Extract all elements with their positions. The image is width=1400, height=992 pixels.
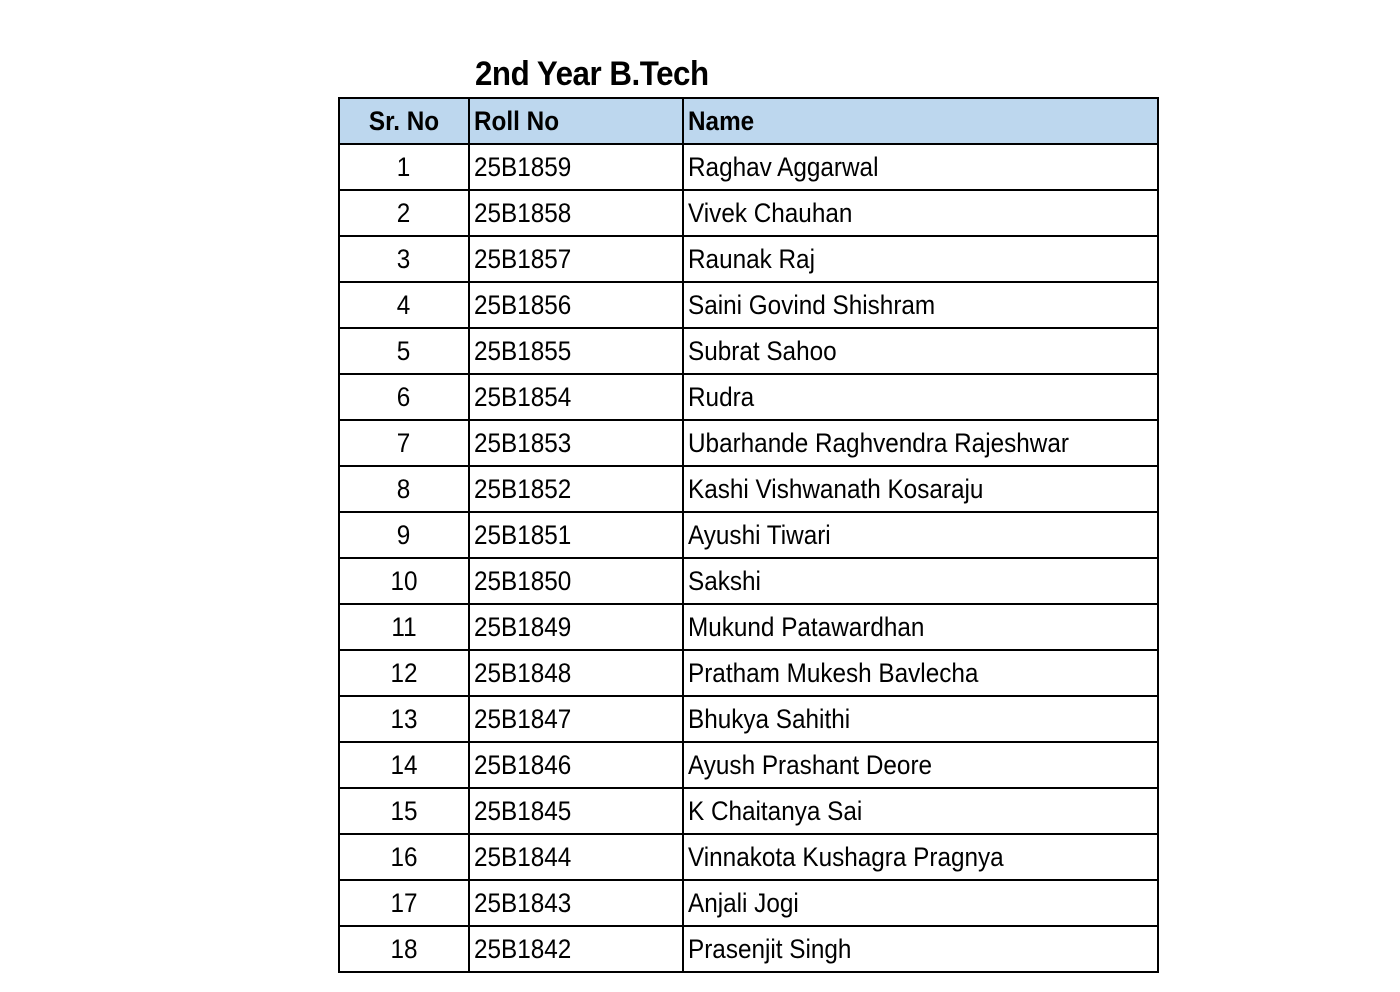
table-row — [339, 236, 1158, 282]
name-cell: Mukund Patawardhan — [683, 604, 1158, 650]
table-row — [339, 558, 1158, 604]
name-cell: Saini Govind Shishram — [683, 282, 1158, 328]
column-header-name: Name — [683, 98, 1158, 144]
name-cell: Subrat Sahoo — [683, 328, 1158, 374]
roll-no-cell: 25B1842 — [469, 926, 683, 972]
table-row — [339, 604, 1158, 650]
roll-no-cell: 25B1844 — [469, 834, 683, 880]
roll-no-cell: 25B1851 — [469, 512, 683, 558]
roll-no-cell: 25B1847 — [469, 696, 683, 742]
roll-no-cell: 25B1857 — [469, 236, 683, 282]
roll-no-cell: 25B1853 — [469, 420, 683, 466]
name-cell: Pratham Mukesh Bavlecha — [683, 650, 1158, 696]
column-header-roll-no: Roll No — [469, 98, 683, 144]
table-row — [339, 788, 1158, 834]
name-cell: K Chaitanya Sai — [683, 788, 1158, 834]
roll-no-cell: 25B1848 — [469, 650, 683, 696]
name-cell: Raghav Aggarwal — [683, 144, 1158, 190]
table-row — [339, 742, 1158, 788]
roll-no-cell: 25B1852 — [469, 466, 683, 512]
name-cell: Ubarhande Raghvendra Rajeshwar — [683, 420, 1158, 466]
roll-no-cell: 25B1846 — [469, 742, 683, 788]
table-row — [339, 190, 1158, 236]
table-row — [339, 926, 1158, 972]
sr-no-cell: 5 — [339, 328, 469, 374]
name-cell: Bhukya Sahithi — [683, 696, 1158, 742]
table-row — [339, 512, 1158, 558]
table-body — [339, 144, 1158, 972]
student-table — [338, 97, 1159, 973]
sr-no-cell: 2 — [339, 190, 469, 236]
name-cell: Raunak Raj — [683, 236, 1158, 282]
sr-no-cell: 16 — [339, 834, 469, 880]
table-row — [339, 880, 1158, 926]
roll-no-cell: 25B1856 — [469, 282, 683, 328]
roll-no-cell: 25B1855 — [469, 328, 683, 374]
roll-no-cell: 25B1849 — [469, 604, 683, 650]
name-cell: Sakshi — [683, 558, 1158, 604]
sr-no-cell: 6 — [339, 374, 469, 420]
sr-no-cell: 1 — [339, 144, 469, 190]
table-row — [339, 328, 1158, 374]
table-row — [339, 834, 1158, 880]
name-cell: Anjali Jogi — [683, 880, 1158, 926]
name-cell: Rudra — [683, 374, 1158, 420]
name-cell: Vivek Chauhan — [683, 190, 1158, 236]
table-row — [339, 282, 1158, 328]
sr-no-cell: 17 — [339, 880, 469, 926]
name-cell: Kashi Vishwanath Kosaraju — [683, 466, 1158, 512]
roll-no-cell: 25B1843 — [469, 880, 683, 926]
sr-no-cell: 9 — [339, 512, 469, 558]
sr-no-cell: 4 — [339, 282, 469, 328]
name-cell: Ayushi Tiwari — [683, 512, 1158, 558]
sr-no-cell: 18 — [339, 926, 469, 972]
column-header-sr-no: Sr. No — [339, 98, 469, 144]
name-cell: Prasenjit Singh — [683, 926, 1158, 972]
roll-no-cell: 25B1858 — [469, 190, 683, 236]
name-cell: Vinnakota Kushagra Pragnya — [683, 834, 1158, 880]
roll-no-cell: 25B1845 — [469, 788, 683, 834]
table-row — [339, 144, 1158, 190]
table-row — [339, 466, 1158, 512]
table-row — [339, 650, 1158, 696]
sr-no-cell: 7 — [339, 420, 469, 466]
table-row — [339, 374, 1158, 420]
sr-no-cell: 10 — [339, 558, 469, 604]
sr-no-cell: 8 — [339, 466, 469, 512]
roll-no-cell: 25B1850 — [469, 558, 683, 604]
table-header-row — [339, 98, 1158, 144]
roll-no-cell: 25B1854 — [469, 374, 683, 420]
table-row — [339, 696, 1158, 742]
sr-no-cell: 13 — [339, 696, 469, 742]
sr-no-cell: 11 — [339, 604, 469, 650]
sr-no-cell: 3 — [339, 236, 469, 282]
sr-no-cell: 12 — [339, 650, 469, 696]
sr-no-cell: 15 — [339, 788, 469, 834]
sr-no-cell: 14 — [339, 742, 469, 788]
page-title: 2nd Year B.Tech — [475, 55, 709, 93]
roll-no-cell: 25B1859 — [469, 144, 683, 190]
table-row — [339, 420, 1158, 466]
name-cell: Ayush Prashant Deore — [683, 742, 1158, 788]
